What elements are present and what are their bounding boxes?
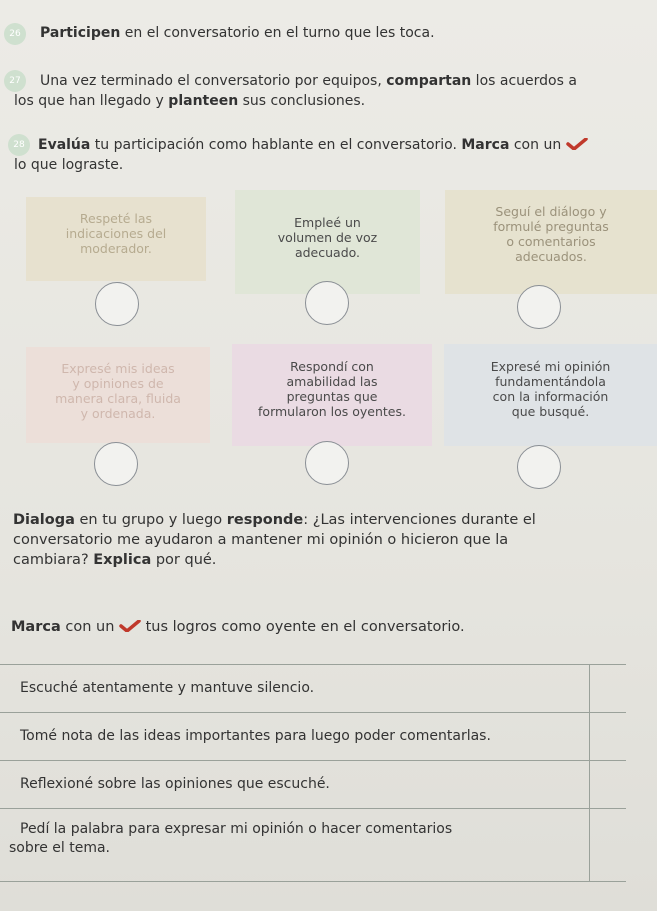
check-circle-4[interactable]	[94, 442, 138, 486]
criterion-card-4	[26, 347, 210, 443]
card-6-line: Expresé mi opinión	[490, 359, 611, 374]
instruction-28-verb2: Marca	[461, 137, 510, 153]
card-3-line: formulé preguntas	[493, 219, 609, 234]
dialogue-verb-3: Explica	[93, 552, 152, 568]
row-text	[9, 820, 453, 858]
item-number-26: 26	[4, 23, 26, 45]
dialogue-line-2: conversatorio me ayudaron a mantener mi opinión o hicieron que la	[13, 532, 509, 548]
criterion-card-2	[235, 190, 420, 294]
card-4-line: Expresé mis ideas	[61, 361, 175, 376]
row-text: Tomé nota de las ideas importantes para luego poder comentarlas.	[20, 728, 491, 744]
card-6-line: que busqué.	[511, 404, 590, 419]
card-3-line: adecuados.	[515, 249, 587, 264]
table-row	[0, 761, 626, 809]
instruction-26-verb: Participen	[40, 25, 121, 41]
row-text-line: sobre el tema.	[9, 840, 110, 856]
listener-checklist-table	[0, 664, 626, 882]
dialogue-line-3	[13, 550, 643, 570]
card-6-line: con la información	[492, 389, 609, 404]
dialogue-text-3a: cambiara?	[13, 552, 94, 568]
instruction-27	[40, 72, 640, 91]
row-checkbox[interactable]	[589, 713, 626, 760]
check-circle-5[interactable]	[305, 441, 349, 485]
instruction-27-text1: Una vez terminado el conversatorio por equipos,	[40, 73, 387, 89]
card-5-line: formularon los oyentes.	[258, 404, 406, 419]
card-4-line: y ordenada.	[80, 406, 156, 421]
checkmark-icon	[119, 620, 141, 632]
dialogue-verb-2: responde	[226, 512, 304, 528]
row-text: Reflexioné sobre las opiniones que escuché.	[20, 776, 330, 792]
card-1-line: Respeté las	[79, 211, 153, 226]
item-number-28: 28	[8, 134, 30, 156]
table-row	[0, 665, 626, 713]
card-2-line: volumen de voz	[277, 230, 378, 245]
check-circle-1[interactable]	[95, 282, 139, 326]
instruction-27-line2	[14, 92, 365, 111]
card-5-line: Respondí con	[290, 359, 374, 374]
instruction-28-text1: tu participación como hablante en el conversatorio.	[90, 137, 462, 153]
instruction-27-text2: los acuerdos a	[471, 73, 577, 89]
instruction-28-verb1: Evalúa	[38, 137, 91, 153]
instruction-27-line2b: sus conclusiones.	[238, 93, 366, 109]
dialogue-text-3b: por qué.	[151, 552, 217, 568]
criterion-card-3	[445, 190, 657, 294]
criterion-card-1	[26, 197, 206, 281]
item-number-27: 27	[4, 70, 26, 92]
instruction-28	[38, 136, 653, 155]
checkmark-icon	[566, 138, 588, 150]
dialogue-text-2: : ¿Las intervenciones durante el	[303, 512, 536, 528]
card-1-line: indicaciones del	[65, 226, 167, 241]
criterion-card-5	[232, 344, 432, 446]
table-row	[0, 713, 626, 761]
instruction-27-line2a: los que han llegado y	[14, 93, 169, 109]
row-checkbox[interactable]	[589, 665, 626, 712]
criterion-card-6	[444, 344, 657, 446]
listener-verb: Marca	[11, 619, 61, 635]
row-text-line: Pedí la palabra para expresar mi opinión o hacer comentarios	[20, 821, 453, 837]
card-2-line: Empleé un	[294, 215, 361, 230]
listener-text-2: tus logros como oyente en el conversatorio.	[141, 619, 465, 635]
dialogue-line-1	[13, 510, 643, 530]
check-circle-6[interactable]	[517, 445, 561, 489]
instruction-28-text2: con un	[509, 137, 562, 153]
row-checkbox[interactable]	[589, 809, 626, 881]
row-text: Escuché atentamente y mantuve silencio.	[20, 680, 315, 696]
dialogue-question	[13, 510, 643, 570]
instruction-27-verb2: planteen	[168, 93, 239, 109]
card-2-line: adecuado.	[294, 245, 361, 260]
card-6-line: fundamentándola	[495, 374, 606, 389]
listener-text-1: con un	[60, 619, 115, 635]
table-row	[0, 809, 626, 882]
instruction-26-text: en el conversatorio en el turno que les toca.	[120, 25, 435, 41]
card-4-line: y opiniones de	[72, 376, 164, 391]
instruction-27-verb1: compartan	[386, 73, 472, 89]
dialogue-verb-1: Dialoga	[13, 512, 75, 528]
check-circle-3[interactable]	[517, 285, 561, 329]
card-1-line: moderador.	[80, 241, 152, 256]
dialogue-text-1: en tu grupo y luego	[74, 512, 227, 528]
listener-instruction	[11, 618, 465, 637]
card-4-line: manera clara, fluida	[55, 391, 181, 406]
card-5-line: amabilidad las	[286, 374, 378, 389]
instruction-28-line2: lo que lograste.	[14, 157, 124, 173]
card-3-line: o comentarios	[506, 234, 596, 249]
card-3-line: Seguí el diálogo y	[495, 204, 607, 219]
card-5-line: preguntas que	[286, 389, 378, 404]
check-circle-2[interactable]	[305, 281, 349, 325]
row-checkbox[interactable]	[589, 761, 626, 808]
instruction-26	[40, 24, 435, 43]
